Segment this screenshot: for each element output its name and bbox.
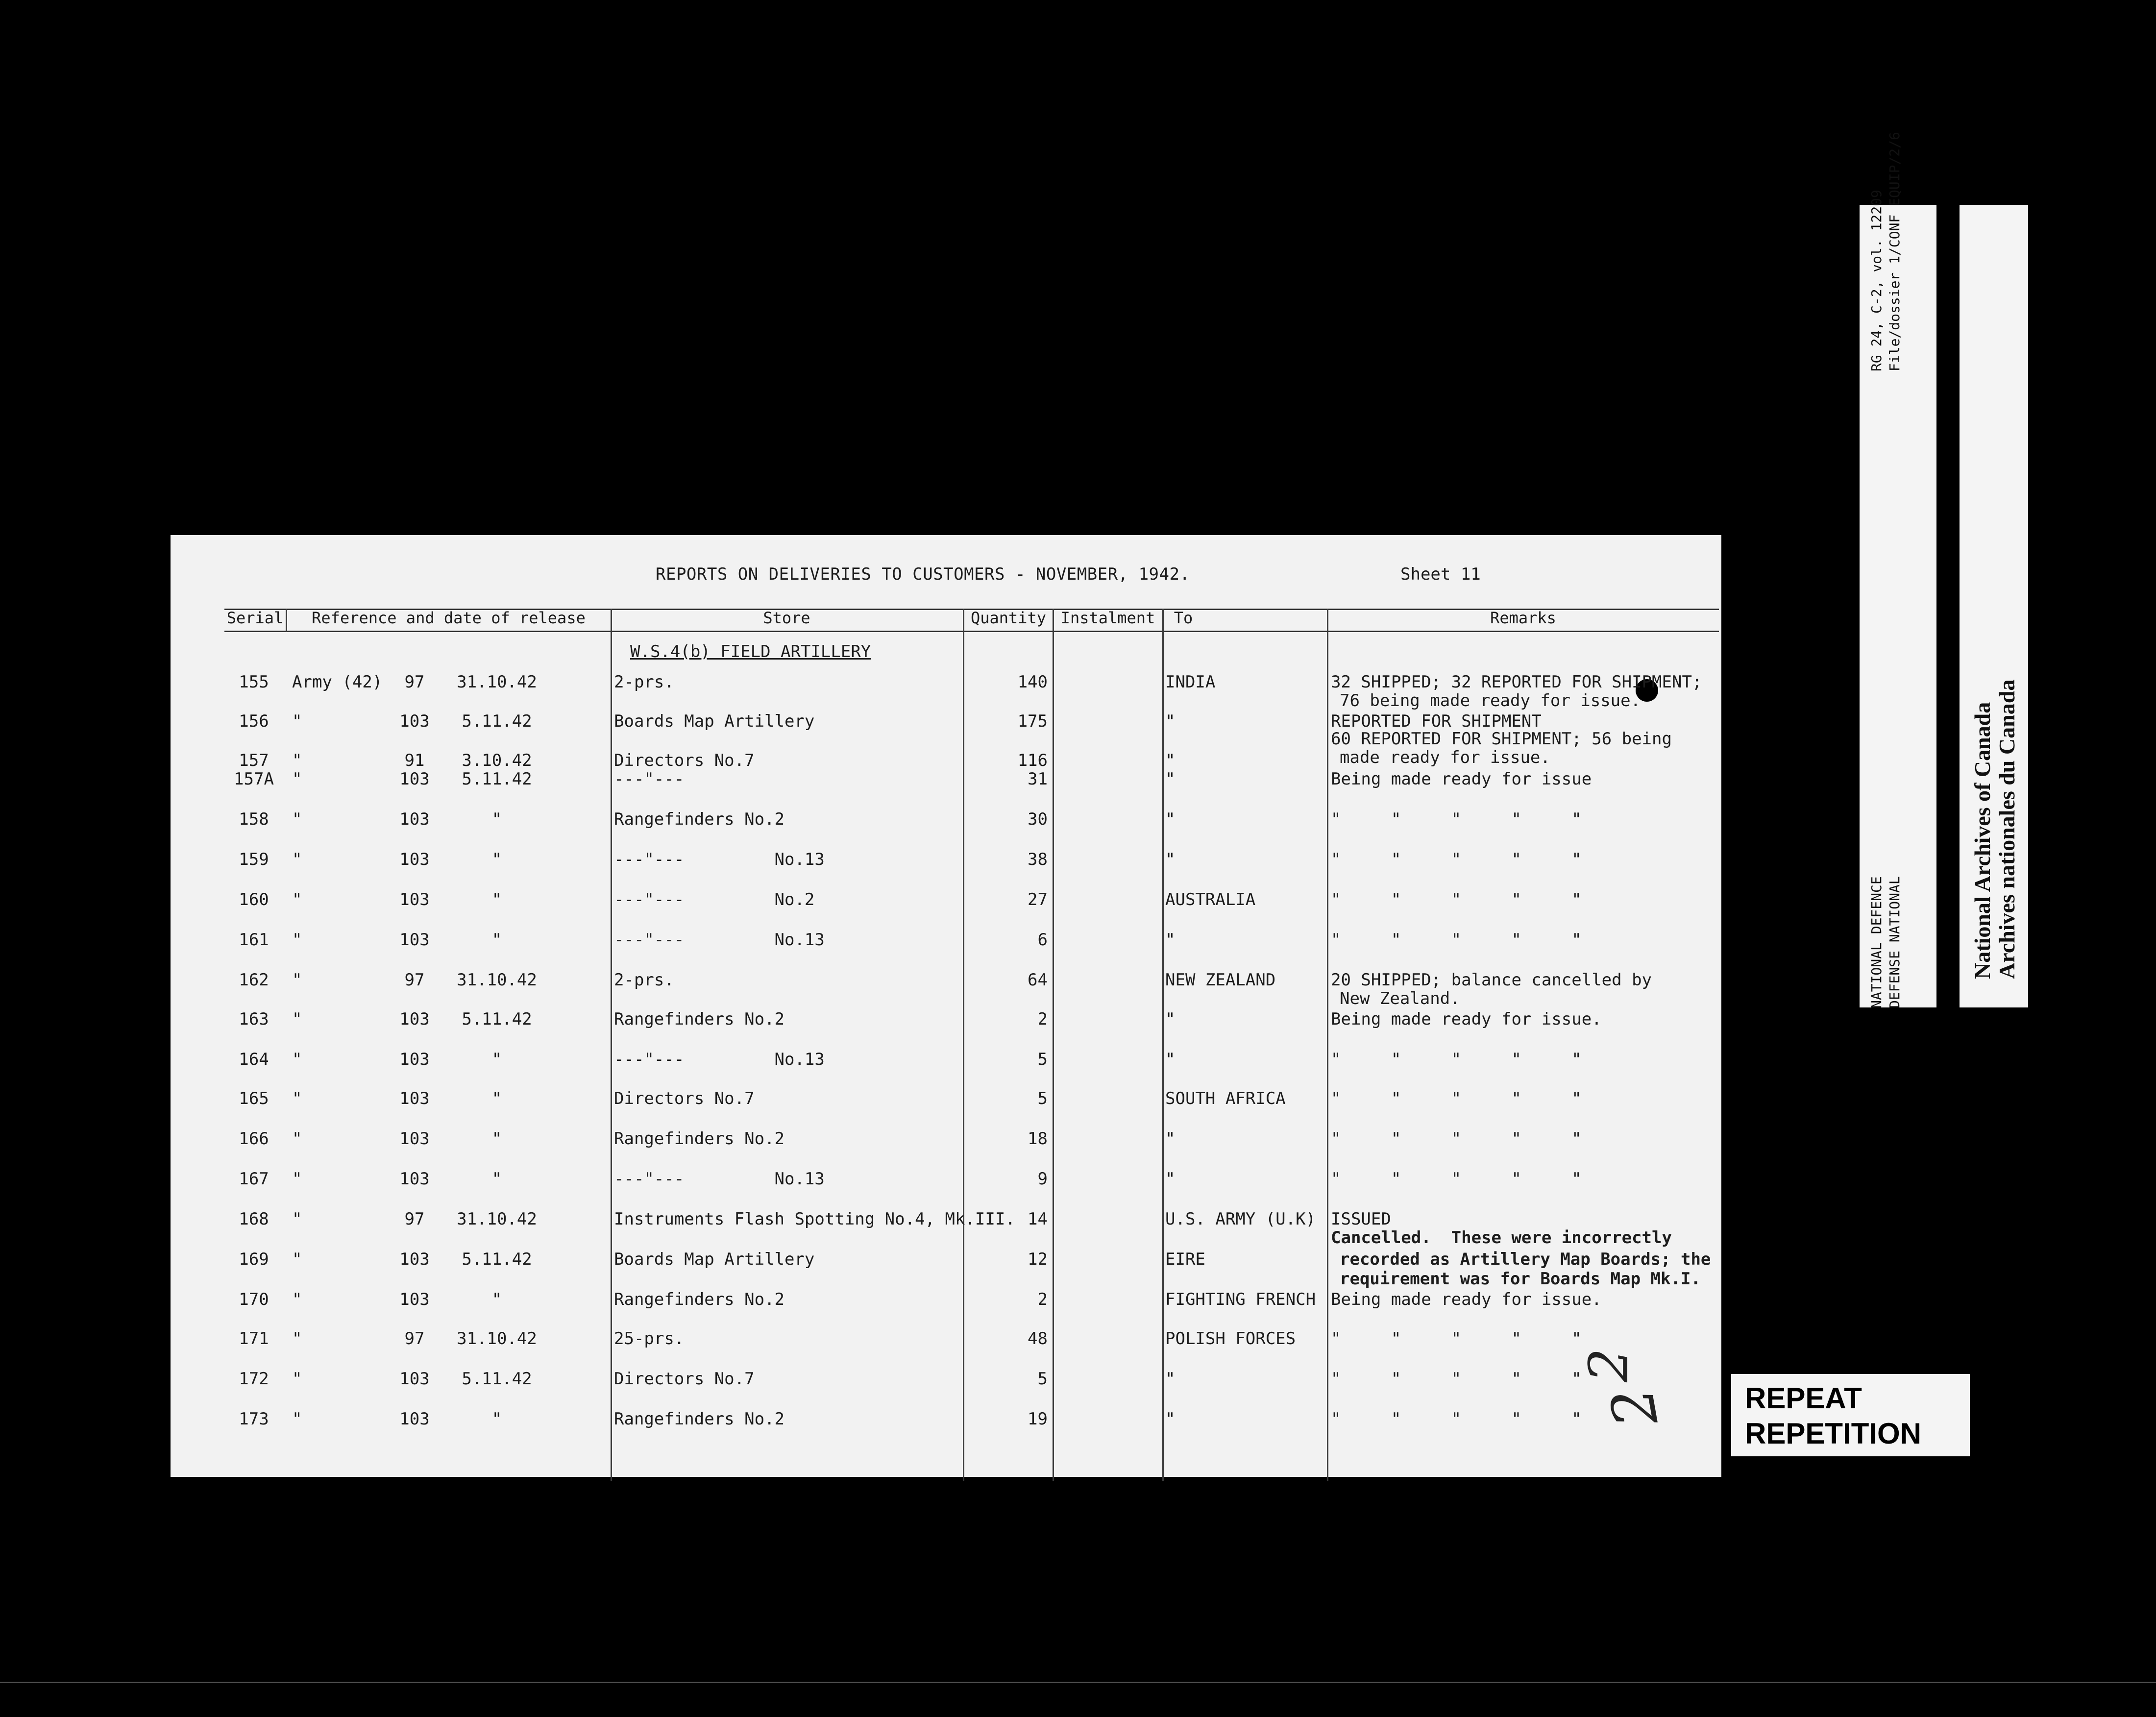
release-date-cell: 31.10.42: [457, 1329, 537, 1349]
to-cell: ": [1165, 809, 1176, 829]
quantity-cell: 9: [1037, 1169, 1048, 1189]
serial-cell: 166: [239, 1129, 269, 1149]
remarks-cell: " " " " ": [1331, 1129, 1582, 1149]
serial-cell: 164: [239, 1050, 269, 1069]
document-title: REPORTS ON DELIVERIES TO CUSTOMERS - NOVEMBER, 1942.: [656, 564, 1190, 584]
serial-cell: 155: [239, 672, 269, 692]
table-row: [171, 1290, 1721, 1314]
table-row: [171, 850, 1721, 874]
store-cell: Rangefinders No.2: [614, 809, 784, 829]
reference-cell: ": [292, 1369, 302, 1389]
store-cell: Directors No.7: [614, 1369, 755, 1389]
release-date-cell: 5.11.42: [462, 1009, 532, 1029]
header-store: Store: [763, 609, 810, 627]
quantity-cell: 2: [1037, 1290, 1048, 1309]
remarks-cell: REPORTED FOR SHIPMENT: [1331, 711, 1542, 731]
reference-cell: ": [292, 809, 302, 829]
reference-cell: ": [292, 1129, 302, 1149]
table-row: [171, 890, 1721, 914]
reference-number-cell: 103: [399, 1369, 430, 1389]
reference-number-cell: 103: [399, 1409, 430, 1429]
quantity-cell: 12: [1028, 1250, 1048, 1269]
release-date-cell: 3.10.42: [462, 751, 532, 770]
release-date-cell: 31.10.42: [457, 970, 537, 990]
to-cell: ": [1165, 1009, 1176, 1029]
release-date-cell: ": [491, 1050, 502, 1069]
serial-cell: 163: [239, 1009, 269, 1029]
reference-cell: ": [292, 1250, 302, 1269]
reference-number-cell: 103: [399, 1009, 430, 1029]
store-cell: Rangefinders No.2: [614, 1129, 784, 1149]
header-to: To: [1174, 609, 1193, 627]
quantity-cell: 48: [1028, 1329, 1048, 1349]
reference-number-cell: 103: [399, 769, 430, 789]
remarks-cell: ISSUED: [1331, 1209, 1391, 1229]
reference-cell: ": [292, 751, 302, 770]
remarks-cell: " " " " ": [1331, 1050, 1582, 1069]
remarks-cell: " " " " ": [1331, 850, 1582, 869]
reference-number-cell: 103: [399, 1050, 430, 1069]
reference-number-cell: 103: [399, 1129, 430, 1149]
to-cell: ": [1165, 751, 1176, 770]
remarks-continuation: 60 REPORTED FOR SHIPMENT; 56 being: [1331, 729, 1672, 749]
serial-cell: 157A: [234, 769, 274, 789]
archive-ref-line: File/dossier 1/CONF EQUIP/2/6: [1886, 132, 1903, 371]
reference-number-cell: 103: [399, 809, 430, 829]
serial-cell: 171: [239, 1329, 269, 1349]
archive-name-label: [1960, 205, 2028, 1007]
department-line: NATIONAL DEFENCE: [1868, 876, 1885, 1008]
remarks-cell: " " " " ": [1331, 930, 1582, 950]
release-date-cell: 31.10.42: [457, 672, 537, 692]
header-reference: Reference and date of release: [312, 609, 586, 627]
remarks-cell: " " " " ": [1331, 1329, 1582, 1349]
table-row: [171, 1050, 1721, 1074]
release-date-cell: 5.11.42: [462, 769, 532, 789]
remarks-cell: " " " " ": [1331, 809, 1582, 829]
to-cell: INDIA: [1165, 672, 1216, 692]
remarks-cell: " " " " ": [1331, 1409, 1582, 1429]
remarks-continuation: 76 being made ready for issue.: [1340, 691, 1641, 711]
serial-cell: 167: [239, 1169, 269, 1189]
table-row: [171, 1129, 1721, 1153]
serial-cell: 159: [239, 850, 269, 869]
remarks-cell: " " " " ": [1331, 890, 1582, 909]
to-cell: ": [1165, 711, 1176, 731]
reference-number-cell: 91: [404, 751, 425, 770]
to-cell: ": [1165, 1129, 1176, 1149]
table-row: [171, 769, 1721, 794]
repeat-stamp-line: REPETITION: [1745, 1417, 1922, 1450]
store-cell: ---"--- No.13: [614, 1169, 825, 1189]
table-row: [171, 930, 1721, 955]
header-instalment: Instalment: [1060, 609, 1155, 627]
reference-number-cell: 103: [399, 850, 430, 869]
archive-name-en: National Archives of Canada: [1970, 702, 1995, 979]
header-bottom-rule: [224, 631, 1719, 632]
table-row: [171, 1369, 1721, 1394]
quantity-cell: 64: [1028, 970, 1048, 990]
quantity-cell: 2: [1037, 1009, 1048, 1029]
serial-cell: 170: [239, 1290, 269, 1309]
header-serial: Serial: [226, 609, 284, 627]
store-cell: Rangefinders No.2: [614, 1009, 784, 1029]
store-cell: ---"--- No.2: [614, 890, 815, 909]
reference-cell: ": [292, 1050, 302, 1069]
to-cell: SOUTH AFRICA: [1165, 1089, 1286, 1108]
serial-cell: 158: [239, 809, 269, 829]
reference-cell: ": [292, 1329, 302, 1349]
remarks-cell: " " " " ": [1331, 1369, 1582, 1389]
release-date-cell: ": [491, 890, 502, 909]
remarks-cell: recorded as Artillery Map Boards; the: [1340, 1250, 1711, 1269]
remarks-continuation: made ready for issue.: [1340, 748, 1550, 767]
store-cell: 2-prs.: [614, 970, 674, 990]
reference-cell: ": [292, 1169, 302, 1189]
serial-cell: 161: [239, 930, 269, 950]
serial-cell: 169: [239, 1250, 269, 1269]
store-cell: Instruments Flash Spotting No.4, Mk.III.: [614, 1209, 1015, 1229]
serial-cell: 168: [239, 1209, 269, 1229]
serial-cell: 160: [239, 890, 269, 909]
serial-cell: 173: [239, 1409, 269, 1429]
to-cell: ": [1165, 1050, 1176, 1069]
serial-cell: 172: [239, 1369, 269, 1389]
reference-number-cell: 103: [399, 1169, 430, 1189]
reference-cell: Army (42): [292, 672, 383, 692]
store-cell: Rangefinders No.2: [614, 1409, 784, 1429]
reference-number-cell: 103: [399, 1290, 430, 1309]
quantity-cell: 38: [1028, 850, 1048, 869]
release-date-cell: ": [491, 1169, 502, 1189]
table-row: [171, 809, 1721, 834]
serial-cell: 162: [239, 970, 269, 990]
scan-edge-line: [0, 1682, 2156, 1683]
remarks-cell: Being made ready for issue.: [1331, 1290, 1602, 1309]
reference-number-cell: 103: [399, 711, 430, 731]
release-date-cell: ": [491, 809, 502, 829]
to-cell: ": [1165, 1369, 1176, 1389]
sheet-number: Sheet 11: [1400, 564, 1481, 584]
remarks-cell: Being made ready for issue.: [1331, 1009, 1602, 1029]
remarks-continuation: requirement was for Boards Map Mk.I.: [1340, 1269, 1701, 1289]
quantity-cell: 30: [1028, 809, 1048, 829]
header-quantity: Quantity: [970, 609, 1047, 627]
store-cell: Rangefinders No.2: [614, 1290, 784, 1309]
to-cell: ": [1165, 1169, 1176, 1189]
release-date-cell: 5.11.42: [462, 1369, 532, 1389]
reference-cell: ": [292, 970, 302, 990]
to-cell: FIGHTING FRENCH: [1165, 1290, 1316, 1309]
release-date-cell: 5.11.42: [462, 1250, 532, 1269]
store-cell: Directors No.7: [614, 751, 755, 770]
header-remarks: Remarks: [1490, 609, 1556, 627]
table-row: [171, 1169, 1721, 1194]
reference-number-cell: 103: [399, 1089, 430, 1108]
serial-cell: 157: [239, 751, 269, 770]
release-date-cell: ": [491, 850, 502, 869]
remarks-cell: " " " " ": [1331, 1089, 1582, 1108]
reference-cell: ": [292, 711, 302, 731]
reference-number-cell: 97: [404, 672, 425, 692]
repeat-stamp: [1731, 1374, 1970, 1456]
quantity-cell: 175: [1017, 711, 1048, 731]
table-row: [171, 1329, 1721, 1353]
section-heading: W.S.4(b) FIELD ARTILLERY: [630, 642, 871, 662]
reference-cell: ": [292, 930, 302, 950]
to-cell: AUSTRALIA: [1165, 890, 1256, 909]
store-cell: 2-prs.: [614, 672, 674, 692]
reference-number-cell: 97: [404, 1209, 425, 1229]
col-divider: [286, 609, 287, 632]
release-date-cell: ": [491, 1129, 502, 1149]
to-cell: ": [1165, 769, 1176, 789]
archive-name-fr: Archives nationales du Canada: [1994, 679, 2019, 979]
department-line: DEFENSE NATIONAL: [1886, 876, 1903, 1008]
remarks-cell: 32 SHIPPED; 32 REPORTED FOR SHIPMENT;: [1331, 672, 1702, 692]
reference-cell: ": [292, 1209, 302, 1229]
reference-cell: ": [292, 850, 302, 869]
quantity-cell: 14: [1028, 1209, 1048, 1229]
quantity-cell: 27: [1028, 890, 1048, 909]
reference-number-cell: 103: [399, 930, 430, 950]
store-cell: ---"--- No.13: [614, 930, 825, 950]
table-row: [171, 1409, 1721, 1434]
quantity-cell: 140: [1017, 672, 1048, 692]
release-date-cell: 31.10.42: [457, 1209, 537, 1229]
release-date-cell: 5.11.42: [462, 711, 532, 731]
quantity-cell: 19: [1028, 1409, 1048, 1429]
to-cell: ": [1165, 850, 1176, 869]
reference-cell: ": [292, 1409, 302, 1429]
release-date-cell: ": [491, 930, 502, 950]
release-date-cell: ": [491, 1409, 502, 1429]
remarks-continuation: New Zealand.: [1340, 989, 1460, 1008]
to-cell: ": [1165, 930, 1176, 950]
store-cell: Boards Map Artillery: [614, 1250, 815, 1269]
store-cell: ---"--- No.13: [614, 1050, 825, 1069]
store-cell: Boards Map Artillery: [614, 711, 815, 731]
quantity-cell: 18: [1028, 1129, 1048, 1149]
reference-cell: ": [292, 769, 302, 789]
reference-number-cell: 103: [399, 1250, 430, 1269]
reference-number-cell: 103: [399, 890, 430, 909]
serial-cell: 156: [239, 711, 269, 731]
handwritten-mark: 2: [1577, 1348, 1640, 1382]
quantity-cell: 5: [1037, 1089, 1048, 1108]
release-date-cell: ": [491, 1290, 502, 1309]
remarks-continuation: Cancelled. These were incorrectly: [1331, 1228, 1672, 1248]
store-cell: ---"--- No.13: [614, 850, 825, 869]
table-row: [171, 1009, 1721, 1034]
remarks-cell: " " " " ": [1331, 1169, 1582, 1189]
table-row: [171, 1089, 1721, 1113]
to-cell: NEW ZEALAND: [1165, 970, 1276, 990]
table-row: [171, 970, 1721, 995]
archive-ref-line: RG 24, C-2, vol. 12209: [1868, 190, 1885, 371]
archive-reference-label: [1860, 132, 1936, 1008]
quantity-cell: 6: [1037, 930, 1048, 950]
quantity-cell: 116: [1017, 751, 1048, 770]
store-cell: Directors No.7: [614, 1089, 755, 1108]
store-cell: 25-prs.: [614, 1329, 685, 1349]
release-date-cell: ": [491, 1089, 502, 1108]
quantity-cell: 31: [1028, 769, 1048, 789]
to-cell: POLISH FORCES: [1165, 1329, 1296, 1349]
document-sheet: [171, 535, 1721, 1477]
quantity-cell: 5: [1037, 1369, 1048, 1389]
reference-cell: ": [292, 890, 302, 909]
reference-number-cell: 97: [404, 1329, 425, 1349]
remarks-cell: Being made ready for issue: [1331, 769, 1592, 789]
to-cell: EIRE: [1165, 1250, 1205, 1269]
serial-cell: 165: [239, 1089, 269, 1108]
remarks-cell: 20 SHIPPED; balance cancelled by: [1331, 970, 1652, 990]
to-cell: ": [1165, 1409, 1176, 1429]
to-cell: U.S. ARMY (U.K): [1165, 1209, 1316, 1229]
handwritten-mark: 2: [1598, 1382, 1672, 1432]
reference-cell: ": [292, 1009, 302, 1029]
reference-cell: ": [292, 1089, 302, 1108]
repeat-stamp-line: REPEAT: [1745, 1382, 1862, 1415]
reference-number-cell: 97: [404, 970, 425, 990]
quantity-cell: 5: [1037, 1050, 1048, 1069]
reference-cell: ": [292, 1290, 302, 1309]
store-cell: ---"---: [614, 769, 685, 789]
